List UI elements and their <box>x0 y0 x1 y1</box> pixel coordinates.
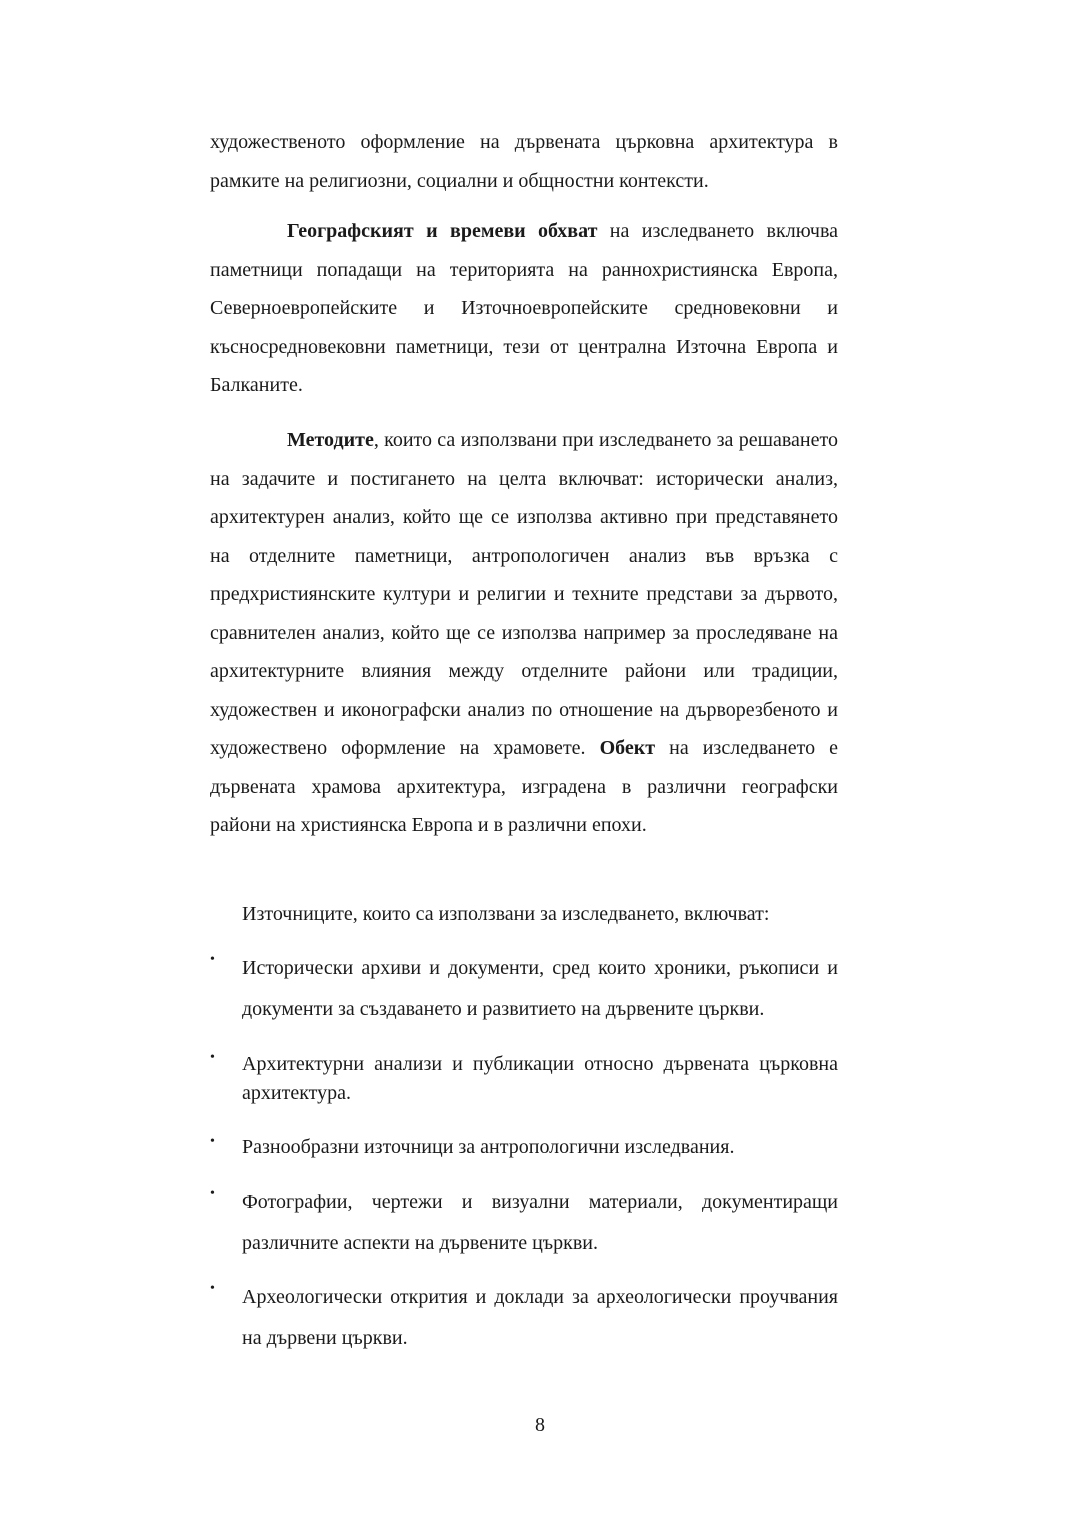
sources-intro: Източниците, които са използвани за изследването, включват: <box>242 903 770 925</box>
bullet-marker: • <box>210 1050 215 1065</box>
list-item-text: Фотографии, чертежи и визуални материали, документиращи различните аспекти на дървените църкви. <box>242 1191 838 1254</box>
bullet-marker: • <box>210 1134 215 1149</box>
list-item-text: Разнообразни източници за антропологични изследвания. <box>242 1136 735 1158</box>
list-item-text: Исторически архиви и документи, сред които хроники, ръкописи и документи за създаването и развитието на дървените църкви. <box>242 957 838 1020</box>
scope-paragraph <box>210 212 838 405</box>
object-text: на изследването е дървената храмова архитектура, изградена в различни географски райони на християнска Европа и в различни епохи. <box>210 737 838 836</box>
bullet-marker: • <box>210 1186 215 1201</box>
object-heading: Обект <box>599 737 656 759</box>
bullet-marker: • <box>210 952 215 967</box>
continuation-paragraph <box>210 123 838 200</box>
bullet-marker: • <box>210 1281 215 1296</box>
page-number: 8 <box>535 1414 545 1436</box>
scope-text: на изследването включва паметници попадащи на територията на раннохристиянска Европа, Северноевропейските и Източноевропейските средновековни и къснoсредновековни паметници, тези от централна Източна Европа и Балканите. <box>210 220 838 396</box>
list-item-text: Архитектурни анализи и публикации относно дървената църковна архитектура. <box>242 1053 838 1104</box>
continuation-text: художественото оформление на дървената църковна архитектура в рамките на религиозни, социални и общностни контексти. <box>210 131 838 192</box>
list-item-text: Археологически открития и доклади за археологически проучвания на дървени църкви. <box>242 1286 838 1349</box>
methods-paragraph <box>210 421 838 845</box>
methods-heading: Методите <box>287 429 374 451</box>
scope-heading: Географският и времеви обхват <box>287 220 598 242</box>
methods-text: , които са използвани при изследването за решаването на задачите и постигането на целта включват: исторически анализ, архитектурен анализ, който ще се използва активно при представянето на отделните паметници, антропологичен анализ във връзка с предхристиянските култури и религии и техните представи за дървото, сравнителен анализ, който ще се използва например за проследяване на архитектурните влияния между отделните райони или традиции, художествен и иконографски анализ по отношение на дърворезбеното и художествено оформление на храмовете. <box>210 429 838 759</box>
